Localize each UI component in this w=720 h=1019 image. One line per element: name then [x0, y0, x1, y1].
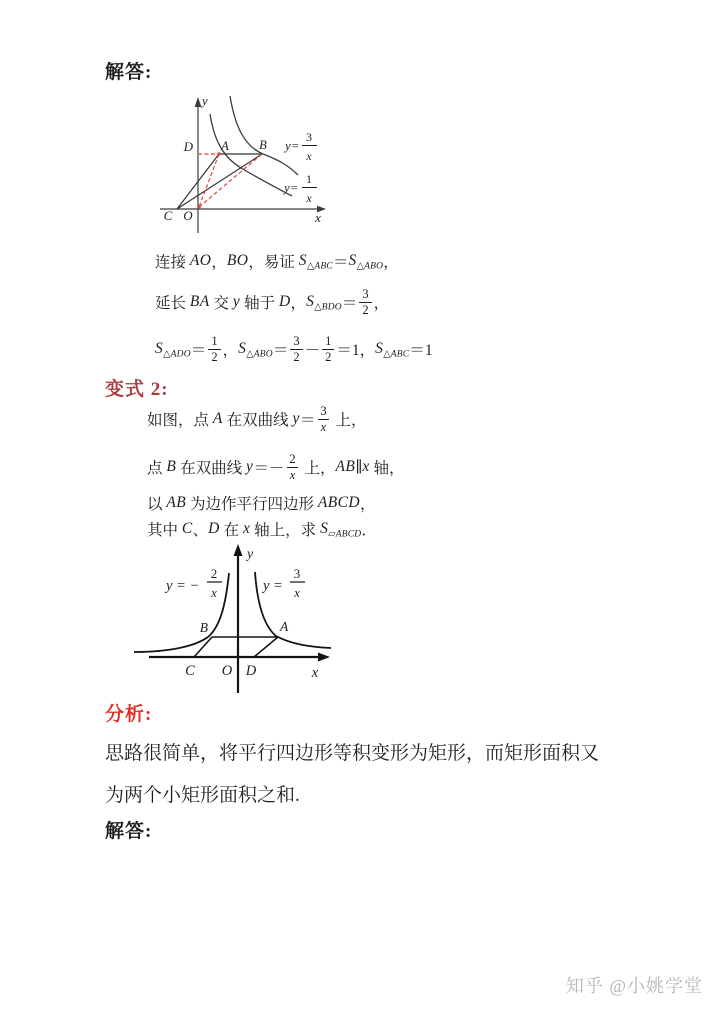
math-segment: △ABC	[306, 261, 333, 271]
math-segment: 连接	[155, 254, 190, 271]
segment-CB	[177, 154, 262, 209]
solution-line-2	[155, 284, 389, 320]
label-point-O: O	[183, 208, 193, 223]
math-segment: S	[375, 340, 384, 357]
label-point-D: D	[245, 663, 257, 679]
fraction: $\frac{3}{2}$	[290, 334, 302, 365]
math-segment: ，	[222, 342, 239, 359]
curve-y-3-over-x	[230, 96, 298, 175]
label-point-C: C	[163, 208, 173, 223]
math-segment: 如图，点	[147, 412, 213, 429]
math-segment: y	[232, 293, 241, 310]
math-segment: ＝	[272, 342, 289, 359]
fraction: $\frac{3}{x}$	[317, 404, 329, 435]
math-segment: 交	[209, 295, 233, 312]
math-segment: S	[320, 520, 329, 537]
math-segment: BA	[189, 293, 210, 310]
math-segment: △ABO	[246, 349, 273, 359]
math-segment: D	[278, 293, 291, 310]
equation-top-lhs: y=	[285, 138, 300, 153]
heading-variant-2: 变式 2:	[105, 379, 169, 400]
x-axis-arrow-icon	[318, 653, 330, 662]
math-segment: S	[306, 293, 315, 310]
label-point-A: A	[221, 139, 229, 153]
equation-left-denominator: x	[211, 585, 217, 600]
math-segment: C	[181, 520, 193, 537]
label-point-B: B	[199, 620, 208, 635]
label-point-C: C	[185, 663, 195, 679]
math-segment: 上，	[300, 460, 336, 477]
fraction: $\frac{2}{x}$	[286, 452, 298, 483]
math-segment: △BDO	[314, 302, 342, 312]
figure-hyperbola-parallelogram	[128, 542, 336, 696]
equation-left-numerator: 2	[210, 566, 218, 581]
math-segment: ＝－	[253, 460, 285, 477]
math-segment: y	[292, 410, 300, 427]
math-segment: S	[348, 252, 357, 269]
math-segment: S	[238, 340, 247, 357]
math-segment: ＝	[341, 295, 358, 312]
label-point-O: O	[221, 663, 233, 679]
math-segment: y	[246, 458, 254, 475]
math-segment: ．	[361, 522, 377, 539]
math-segment: ∥	[355, 458, 363, 476]
math-segment: x	[243, 520, 251, 537]
fraction: $\frac{3}{2}$	[359, 287, 371, 318]
math-segment: 其中	[147, 522, 182, 539]
math-segment: 在双曲线	[176, 460, 247, 477]
math-segment: ，	[290, 295, 307, 312]
label-point-D: D	[183, 139, 193, 154]
y-axis-arrow-icon	[195, 97, 202, 107]
math-segment: AB	[335, 458, 356, 475]
math-segment: 轴，	[369, 460, 405, 477]
math-segment: 、	[192, 522, 209, 539]
question-line-4	[147, 516, 377, 542]
curve-y-1-over-x	[210, 114, 292, 196]
question-line-2	[147, 448, 405, 486]
math-segment: 轴于	[240, 295, 279, 312]
equation-right-numerator: 3	[293, 566, 301, 581]
watermark-zhihu-author: 知乎 @小姚学堂	[565, 976, 703, 996]
math-segment: ，	[359, 496, 376, 513]
math-segment: 延长	[155, 295, 190, 312]
math-segment: D	[208, 520, 220, 537]
math-segment: ＝	[190, 342, 207, 359]
heading-solution-1: 解答:	[105, 62, 153, 83]
equation-top-denominator: x	[306, 149, 312, 163]
analysis-paragraph: 思路很简单，将平行四边形等积变形为矩形，而矩形面积又为两个小矩形面积之和.	[105, 743, 600, 806]
label-point-B: B	[259, 138, 267, 152]
math-segment: ，易证	[248, 254, 299, 271]
math-segment: ＝	[299, 412, 316, 429]
equation-right-denominator: x	[294, 585, 300, 600]
math-segment: ＝1，	[336, 342, 376, 359]
solution-line-1	[155, 249, 399, 273]
equation-bottom-lhs: y=	[284, 180, 299, 195]
math-segment: ABCD	[317, 494, 360, 511]
math-segment: A	[212, 410, 223, 427]
figure-hyperbola-triangles	[150, 92, 335, 240]
equation-bottom-denominator: x	[306, 191, 312, 205]
question-line-1	[147, 400, 366, 438]
point-O-dot	[197, 205, 201, 209]
fraction: $\frac{1}{2}$	[208, 334, 220, 365]
math-segment: 点	[147, 460, 167, 477]
math-segment: ，	[373, 295, 390, 312]
label-point-A: A	[280, 619, 289, 634]
math-segment: x	[362, 458, 370, 475]
math-segment: ，	[211, 254, 227, 271]
label-x-axis: x	[311, 665, 319, 681]
math-segment: AO	[189, 252, 212, 269]
equation-right-lhs: y =	[263, 578, 283, 594]
equation-bottom-numerator: 1	[306, 172, 312, 186]
heading-analysis: 分析:	[105, 704, 153, 725]
heading-solution-2: 解答:	[105, 821, 153, 842]
question-line-3	[147, 492, 376, 514]
label-y-axis: y	[247, 547, 254, 562]
equation-top-numerator: 3	[306, 130, 312, 144]
math-segment: AB	[166, 494, 187, 511]
dashed-AO	[199, 154, 219, 207]
label-y-axis: y	[202, 94, 208, 108]
math-segment: △ADO	[163, 349, 191, 359]
math-segment: 在	[219, 522, 244, 539]
math-segment: 轴上，求	[250, 522, 321, 539]
math-segment: 在双曲线	[222, 412, 293, 429]
math-segment: BO	[226, 252, 249, 269]
math-segment: －	[304, 342, 321, 359]
math-segment: S	[155, 340, 164, 357]
math-segment: B	[166, 458, 177, 475]
label-x-axis: x	[315, 210, 321, 225]
y-axis-arrow-icon	[234, 544, 243, 556]
math-segment: 以	[147, 496, 167, 513]
math-segment: ＝	[332, 254, 349, 271]
math-segment: S	[298, 252, 307, 269]
math-segment: ，	[383, 254, 399, 271]
math-segment: 上，	[331, 412, 367, 429]
math-segment: ＝1	[409, 342, 433, 359]
solution-line-3	[155, 331, 433, 367]
segment-AD	[254, 637, 278, 657]
equation-left-lhs: y = −	[166, 578, 200, 594]
math-segment: 为边作平行四边形	[186, 496, 318, 513]
math-segment: ▱ABCD	[328, 529, 362, 539]
math-segment: △ABO	[356, 261, 384, 271]
math-segment: △ABC	[383, 349, 410, 359]
fraction: $\frac{1}{2}$	[322, 334, 334, 365]
